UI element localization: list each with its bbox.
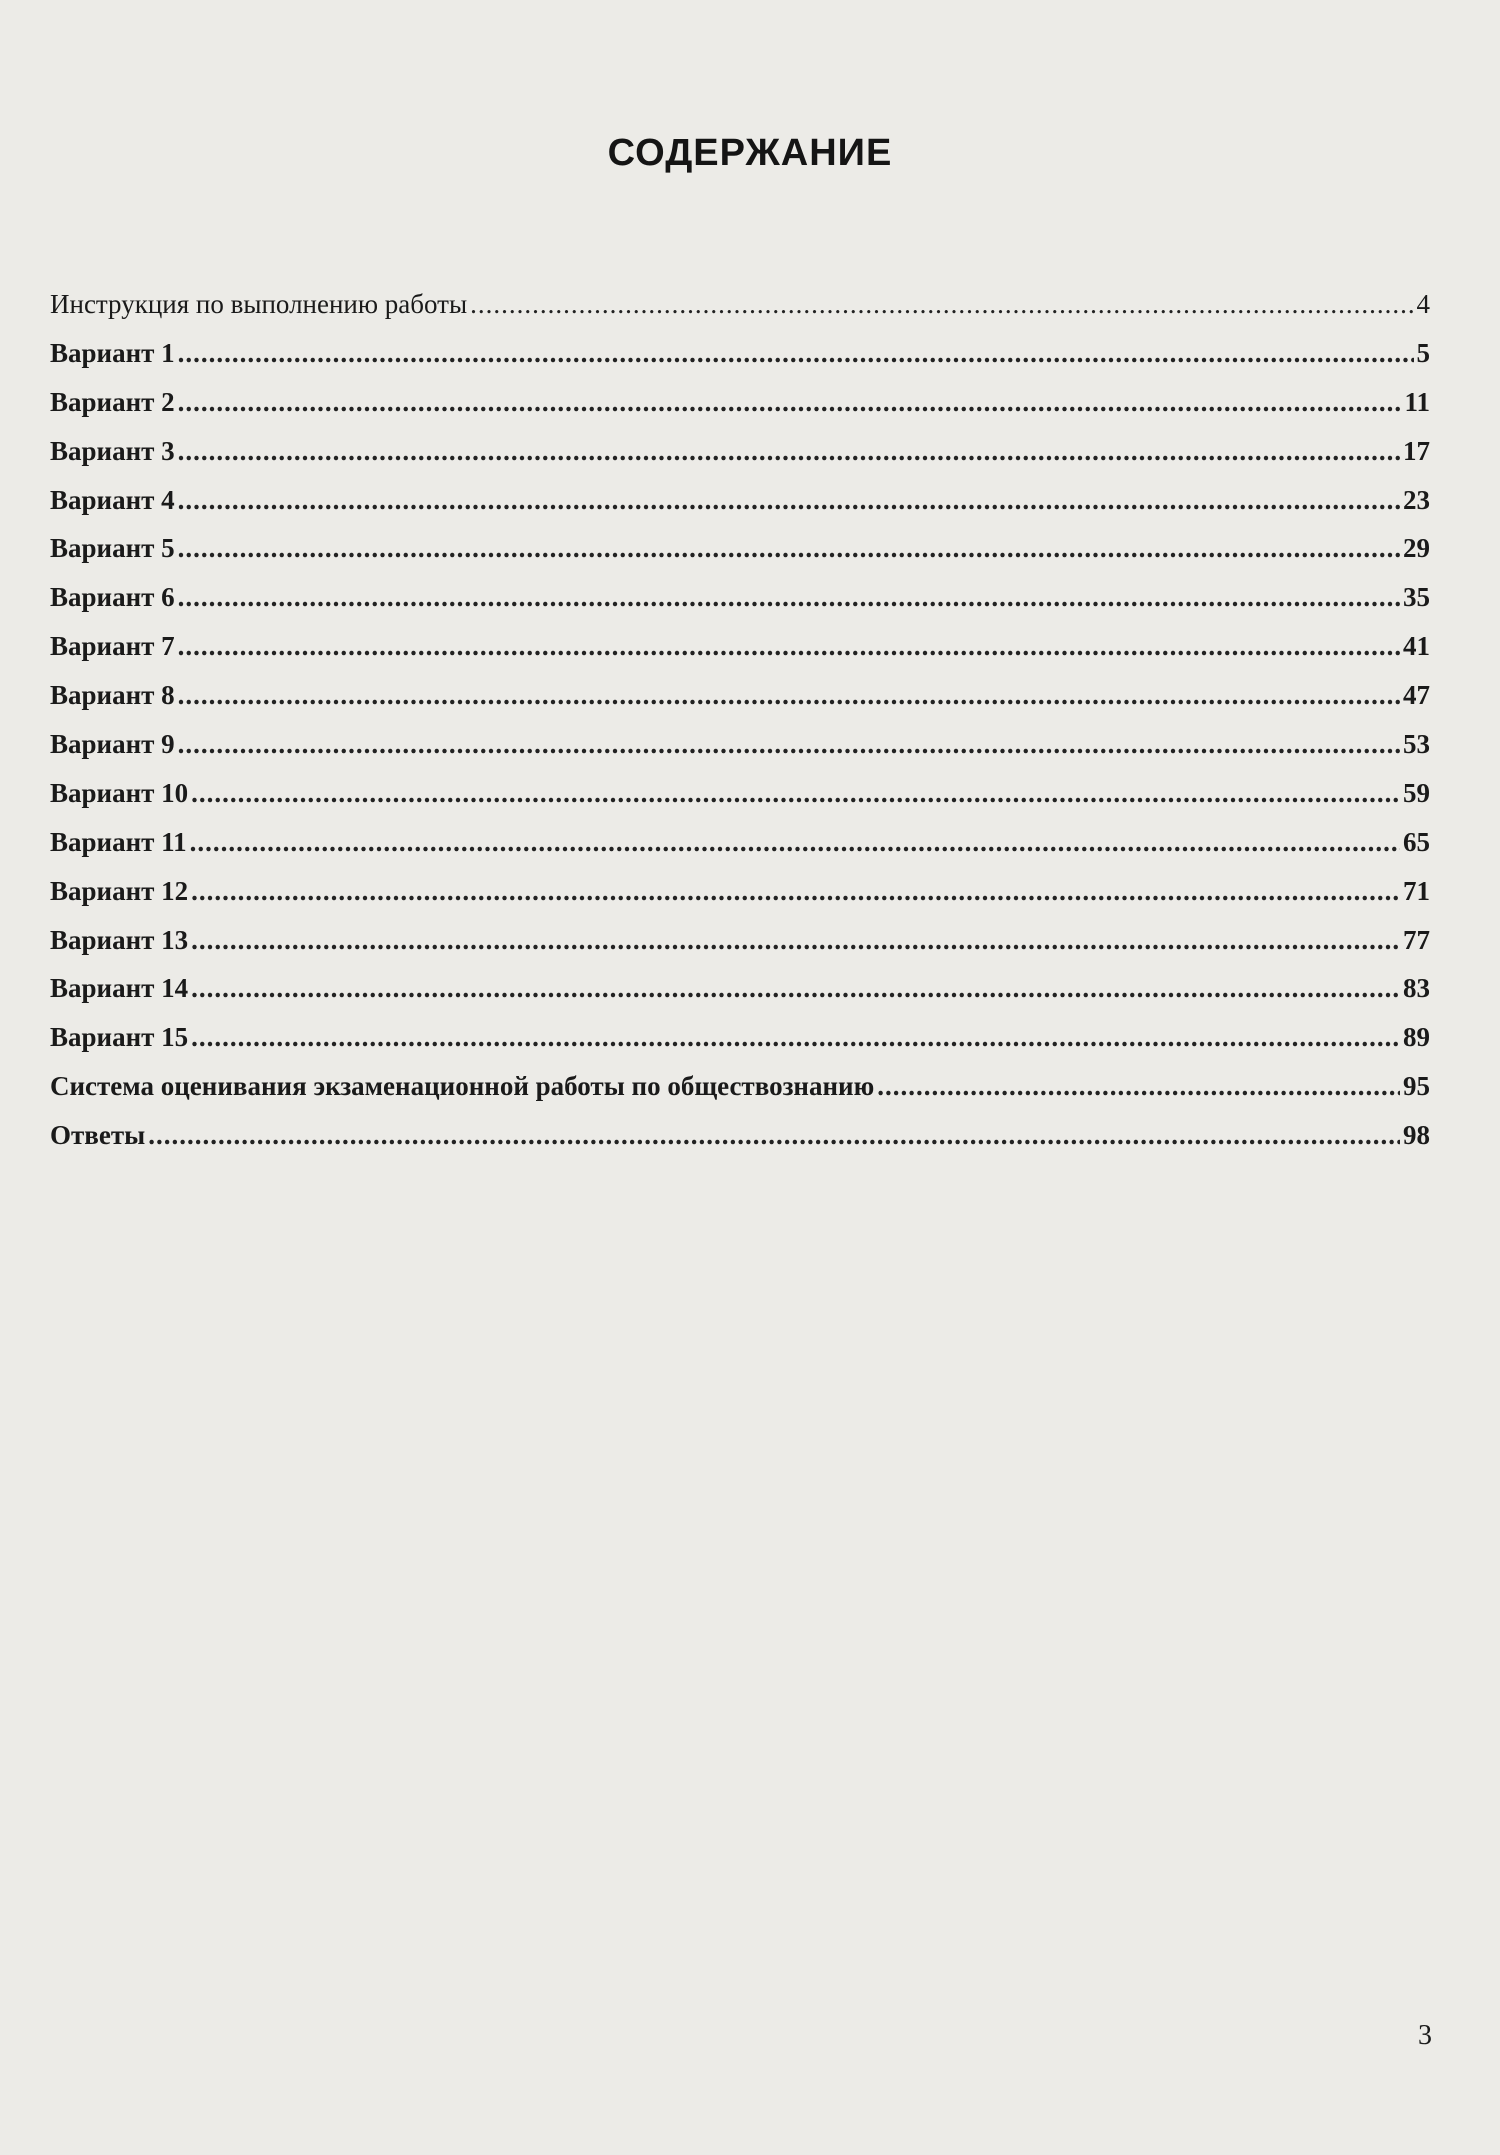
- toc-entry-variant-11: [50, 818, 1430, 867]
- toc-entry-label: Вариант 15: [50, 1022, 189, 1053]
- dot-leader: [178, 524, 1400, 573]
- toc-entry-label: Вариант 7: [50, 631, 175, 662]
- toc-entry-answers: [50, 1111, 1430, 1160]
- toc-entry-variant-8: [50, 671, 1430, 720]
- toc-entry-page: 17: [1403, 435, 1430, 466]
- toc-entry-variant-13: [50, 916, 1430, 965]
- toc-entry-label: Ответы: [50, 1120, 146, 1151]
- dot-leader: [178, 573, 1400, 622]
- toc-entry-label: Вариант 12: [50, 875, 189, 906]
- toc-entry-variant-3: [50, 427, 1430, 476]
- toc-entry-label: Вариант 14: [50, 973, 189, 1004]
- toc-entry-page: 5: [1416, 337, 1430, 368]
- toc-entry-label: Вариант 6: [50, 582, 175, 613]
- toc-entry-variant-9: [50, 720, 1430, 769]
- toc-entry-variant-2: [50, 378, 1430, 427]
- dot-leader: [190, 818, 1400, 867]
- toc-entry-label: Инструкция по выполнению работы: [50, 289, 468, 319]
- toc-entry-page: 71: [1403, 875, 1430, 906]
- toc-entry-page: 4: [1416, 289, 1430, 319]
- toc-entry-grading-system: [50, 1062, 1430, 1111]
- toc-entry-label: Вариант 8: [50, 680, 175, 711]
- table-of-contents: [50, 280, 1430, 1160]
- dot-leader: [470, 280, 1413, 329]
- toc-entry-label: Вариант 11: [50, 826, 187, 857]
- toc-entry-label: Вариант 9: [50, 729, 175, 760]
- toc-entry-page: 53: [1403, 729, 1430, 760]
- dot-leader: [877, 1062, 1400, 1111]
- toc-entry-page: 41: [1403, 631, 1430, 662]
- page-number: 3: [1418, 2020, 1432, 2051]
- toc-entry-page: 59: [1403, 777, 1430, 808]
- toc-entry-variant-6: [50, 573, 1430, 622]
- dot-leader: [148, 1111, 1400, 1160]
- dot-leader: [178, 622, 1400, 671]
- toc-entry-label: Вариант 5: [50, 533, 175, 564]
- toc-entry-label: Вариант 1: [50, 337, 175, 368]
- dot-leader: [191, 916, 1400, 965]
- toc-entry-page: 35: [1403, 582, 1430, 613]
- toc-entry-variant-1: [50, 329, 1430, 378]
- dot-leader: [178, 720, 1400, 769]
- dot-leader: [178, 476, 1400, 525]
- toc-entry-page: 23: [1403, 484, 1430, 515]
- toc-entry-instructions: [50, 280, 1430, 329]
- toc-entry-label: Система оценивания экзаменационной работы по обществознанию: [50, 1071, 875, 1102]
- toc-entry-label: Вариант 3: [50, 435, 175, 466]
- page-title: СОДЕРЖАНИЕ: [607, 132, 893, 174]
- dot-leader: [191, 769, 1400, 818]
- toc-entry-page: 29: [1403, 533, 1430, 564]
- toc-entry-variant-10: [50, 769, 1430, 818]
- dot-leader: [191, 867, 1400, 916]
- dot-leader: [178, 378, 1402, 427]
- toc-entry-page: 65: [1403, 826, 1430, 857]
- toc-entry-page: 47: [1403, 680, 1430, 711]
- toc-entry-label: Вариант 10: [50, 777, 189, 808]
- toc-entry-label: Вариант 13: [50, 924, 189, 955]
- toc-entry-variant-14: [50, 964, 1430, 1013]
- dot-leader: [191, 964, 1400, 1013]
- toc-entry-variant-5: [50, 524, 1430, 573]
- toc-entry-page: 95: [1403, 1071, 1430, 1102]
- toc-entry-label: Вариант 4: [50, 484, 175, 515]
- toc-entry-variant-12: [50, 867, 1430, 916]
- toc-entry-variant-15: [50, 1013, 1430, 1062]
- toc-entry-variant-4: [50, 476, 1430, 525]
- dot-leader: [178, 671, 1400, 720]
- toc-entry-page: 77: [1403, 924, 1430, 955]
- toc-entry-label: Вариант 2: [50, 386, 175, 417]
- dot-leader: [178, 427, 1400, 476]
- toc-entry-page: 83: [1403, 973, 1430, 1004]
- toc-entry-page: 98: [1403, 1120, 1430, 1151]
- toc-entry-page: 89: [1403, 1022, 1430, 1053]
- dot-leader: [178, 329, 1414, 378]
- dot-leader: [191, 1013, 1400, 1062]
- toc-entry-variant-7: [50, 622, 1430, 671]
- toc-entry-page: 11: [1404, 386, 1430, 417]
